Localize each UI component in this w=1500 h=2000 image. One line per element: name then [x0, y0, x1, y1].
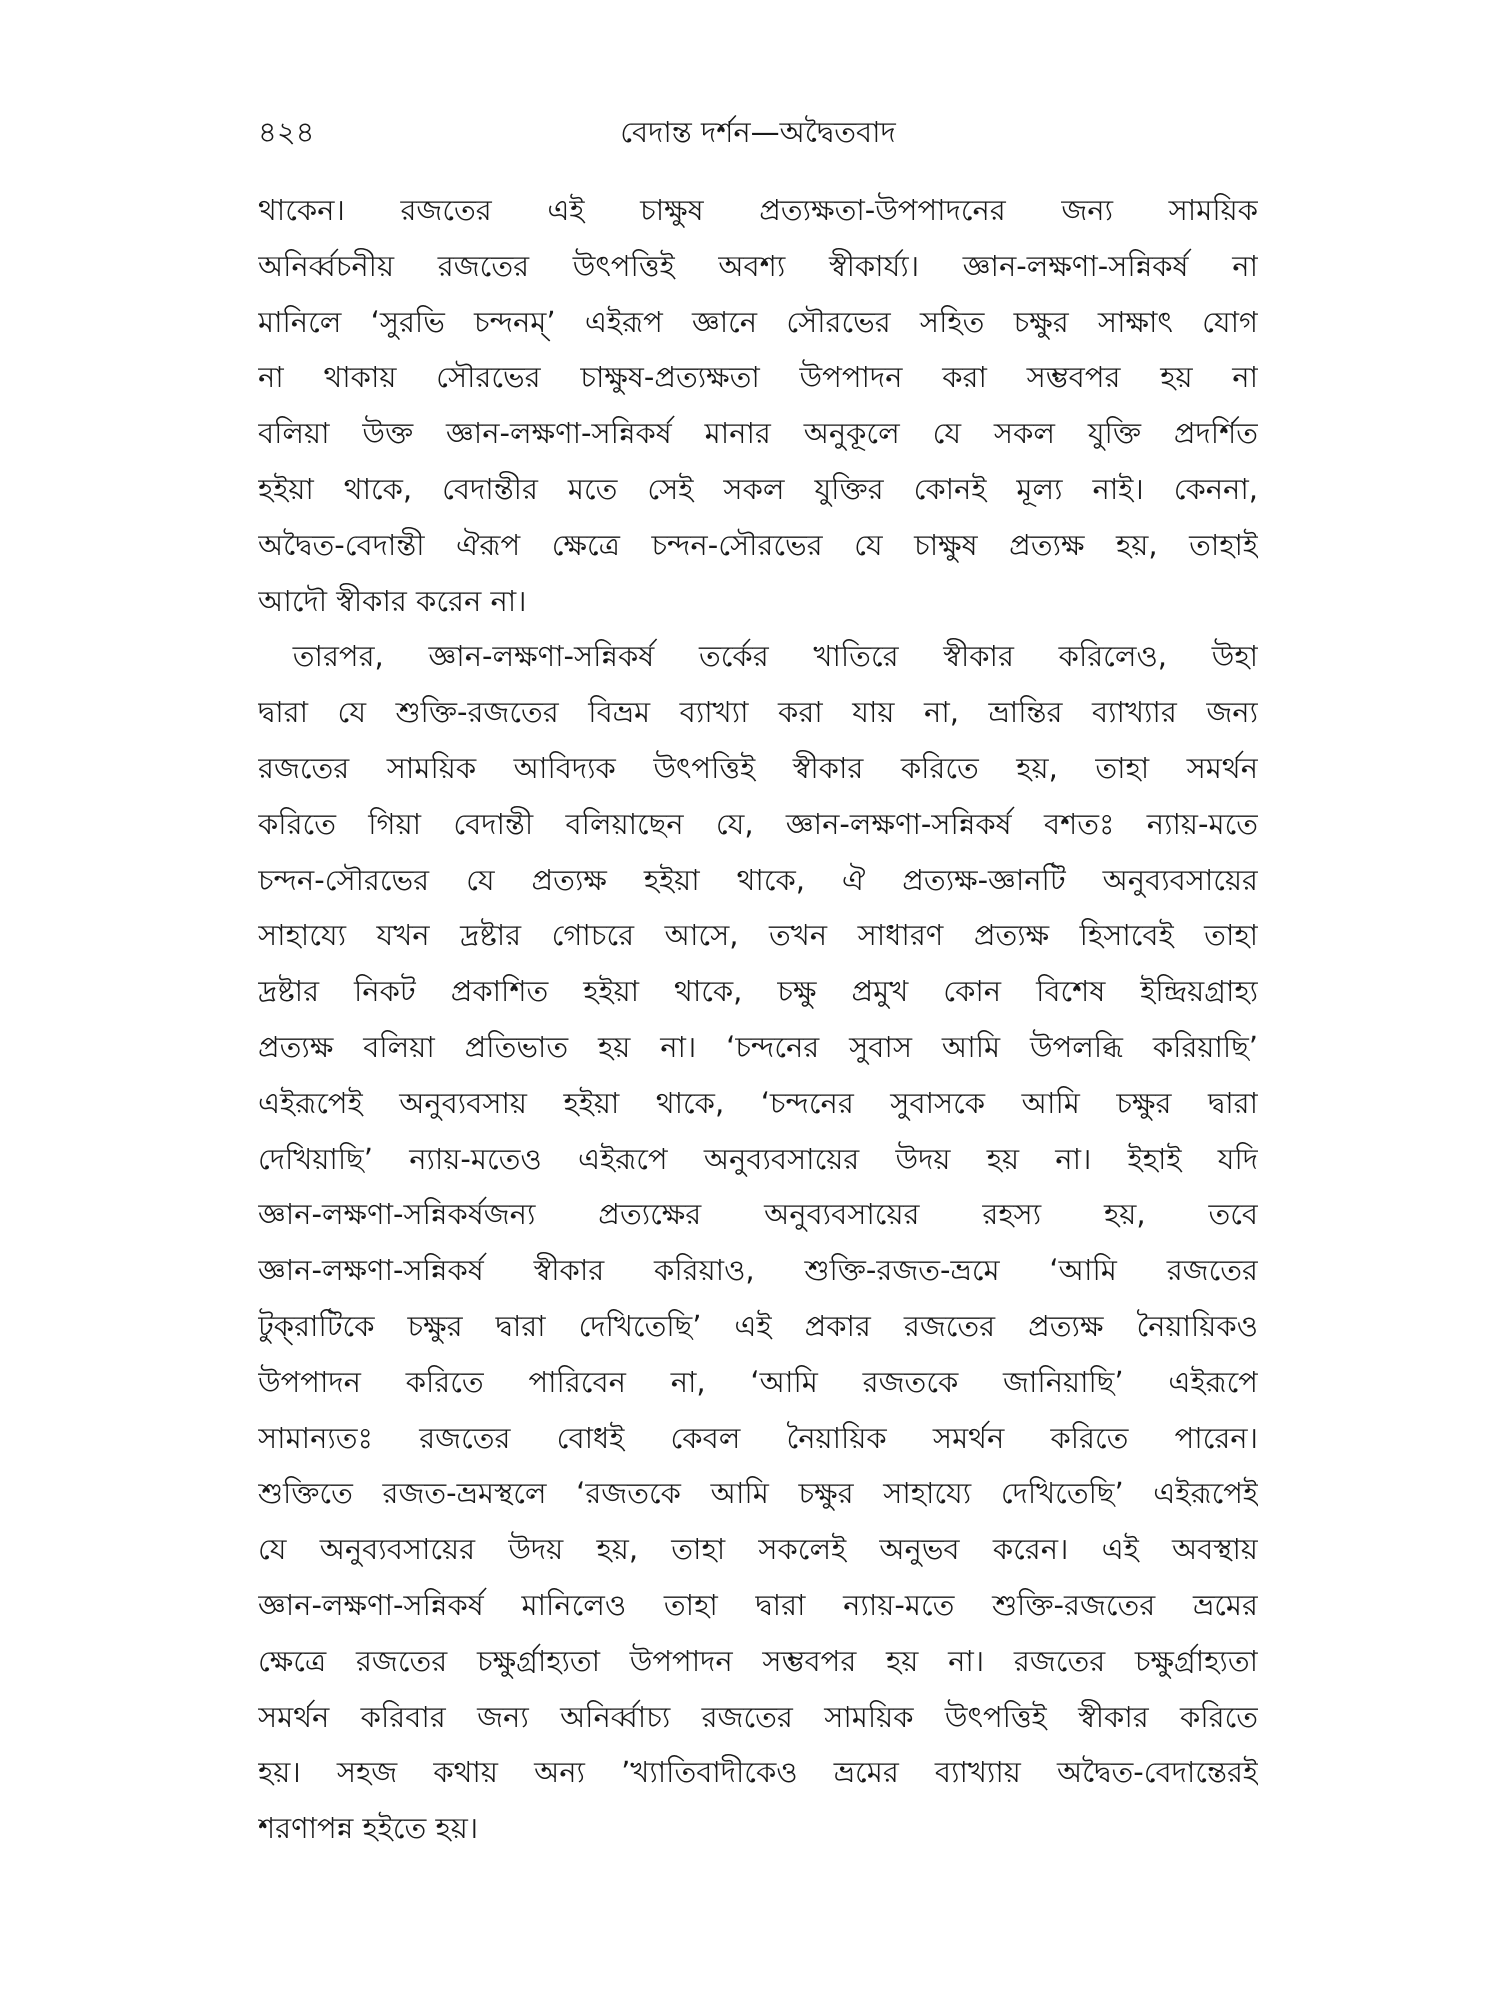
text-line: হইয়া থাকে, বেদান্তীর মতে সেই সকল যুক্তির কোনই মূল্য নাই। কেননা,: [258, 471, 1258, 506]
paragraph-1: [258, 183, 1258, 629]
text-line: বলিয়া উক্ত জ্ঞান-লক্ষণা-সন্নিকর্ষ মানার অনুকূলে যে সকল যুক্তি প্রদর্শিত: [258, 416, 1258, 451]
text-line: হয়। সহজ কথায় অন্য ’খ্যাতিবাদীকেও ভ্রমের ব্যাখ্যায় অদ্বৈত-বেদান্তেরই: [258, 1755, 1258, 1790]
text-line: দেখিয়াছি’ ন্যায়-মতেও এইরূপে অনুব্যবসায়ের উদয় হয় না। ইহাই যদি: [258, 1141, 1258, 1176]
text-line: উপপাদন করিতে পারিবেন না, ‘আমি রজতকে জানিয়াছি’ এইরূপে: [258, 1364, 1258, 1399]
text-line: অদ্বৈত-বেদান্তী ঐরূপ ক্ষেত্রে চন্দন-সৌরভের যে চাক্ষুষ প্রত্যক্ষ হয়, তাহাই: [258, 527, 1258, 562]
text-line: শরণাপন্ন হইতে হয়।: [258, 1811, 479, 1846]
text-line: চন্দন-সৌরভের যে প্রত্যক্ষ হইয়া থাকে, ঐ প্রত্যক্ষ-জ্ঞানটি অনুব্যবসায়ের: [258, 862, 1258, 897]
text-line: অনির্ব্বচনীয় রজতের উৎপত্তিই অবশ্য স্বীকার্য্য। জ্ঞান-লক্ষণা-সন্নিকর্ষ না: [258, 248, 1258, 283]
text-line: এইরূপেই অনুব্যবসায় হইয়া থাকে, ‘চন্দনের সুবাসকে আমি চক্ষুর দ্বারা: [258, 1085, 1258, 1120]
text-line: জ্ঞান-লক্ষণা-সন্নিকর্ষ মানিলেও তাহা দ্বারা ন্যায়-মতে শুক্তি-রজতের ভ্রমের: [258, 1587, 1258, 1622]
page-number: ৪২৪: [258, 115, 315, 149]
text-line: দ্রষ্টার নিকট প্রকাশিত হইয়া থাকে, চক্ষু প্রমুখ কোন বিশেষ ইন্দ্রিয়গ্রাহ্য: [258, 974, 1258, 1009]
text-line: করিতে গিয়া বেদান্তী বলিয়াছেন যে, জ্ঞান-লক্ষণা-সন্নিকর্ষ বশতঃ ন্যায়-মতে: [258, 806, 1258, 841]
text-line: শুক্তিতে রজত-ভ্রমস্থলে ‘রজতকে আমি চক্ষুর সাহায্যে দেখিতেছি’ এইরূপেই: [258, 1476, 1258, 1511]
text-line: সাহায্যে যখন দ্রষ্টার গোচরে আসে, তখন সাধারণ প্রত্যক্ষ হিসাবেই তাহা: [258, 918, 1258, 953]
text-line: টুক্‌রাটিকে চক্ষুর দ্বারা দেখিতেছি’ এই প্রকার রজতের প্রত্যক্ষ নৈয়ায়িকও: [258, 1308, 1258, 1343]
text-line: থাকেন। রজতের এই চাক্ষুষ প্রত্যক্ষতা-উপপাদনের জন্য সাময়িক: [258, 193, 1258, 227]
text-line: রজতের সাময়িক আবিদ্যক উৎপত্তিই স্বীকার করিতে হয়, তাহা সমর্থন: [258, 750, 1258, 785]
text-line: তারপর, জ্ঞান-লক্ষণা-সন্নিকর্ষ তর্কের খাতিরে স্বীকার করিলেও, উহা: [292, 639, 1258, 674]
text-line: সামান্যতঃ রজতের বোধই কেবল নৈয়ায়িক সমর্থন করিতে পারেন।: [258, 1420, 1258, 1455]
text-line: যে অনুব্যবসায়ের উদয় হয়, তাহা সকলেই অনুভব করেন। এই অবস্থায়: [258, 1532, 1258, 1567]
running-title: বেদান্ত দর্শন—অদ্বৈতবাদ: [620, 115, 896, 149]
text-line: আদৌ স্বীকার করেন না।: [258, 583, 527, 618]
text-line: দ্বারা যে শুক্তি-রজতের বিভ্রম ব্যাখ্যা করা যায় না, ভ্রান্তির ব্যাখ্যার জন্য: [258, 695, 1258, 730]
body-text: [258, 183, 1258, 1857]
text-line: জ্ঞান-লক্ষণা-সন্নিকর্ষজন্য প্রত্যক্ষের অনুব্যবসায়ের রহস্য হয়, তবে: [258, 1197, 1258, 1232]
running-head: [258, 112, 1258, 162]
text-line: ক্ষেত্রে রজতের চক্ষুর্গ্রাহ্যতা উপপাদন সম্ভবপর হয় না। রজতের চক্ষুর্গ্রাহ্যতা: [258, 1643, 1258, 1678]
text-line: প্রত্যক্ষ বলিয়া প্রতিভাত হয় না। ‘চন্দনের সুবাস আমি উপলব্ধি করিয়াছি’: [258, 1029, 1258, 1064]
text-line: জ্ঞান-লক্ষণা-সন্নিকর্ষ স্বীকার করিয়াও, শুক্তি-রজত-ভ্রমে ‘আমি রজতের: [258, 1253, 1258, 1288]
text-line: না থাকায় সৌরভের চাক্ষুষ-প্রত্যক্ষতা উপপাদন করা সম্ভবপর হয় না: [258, 360, 1258, 395]
text-line: সমর্থন করিবার জন্য অনির্ব্বাচ্য রজতের সাময়িক উৎপত্তিই স্বীকার করিতে: [258, 1699, 1258, 1734]
text-line: মানিলে ‘সুরভি চন্দনম্’ এইরূপ জ্ঞানে সৌরভের সহিত চক্ষুর সাক্ষাৎ যোগ: [258, 304, 1258, 339]
paragraph-2: [258, 629, 1258, 1857]
